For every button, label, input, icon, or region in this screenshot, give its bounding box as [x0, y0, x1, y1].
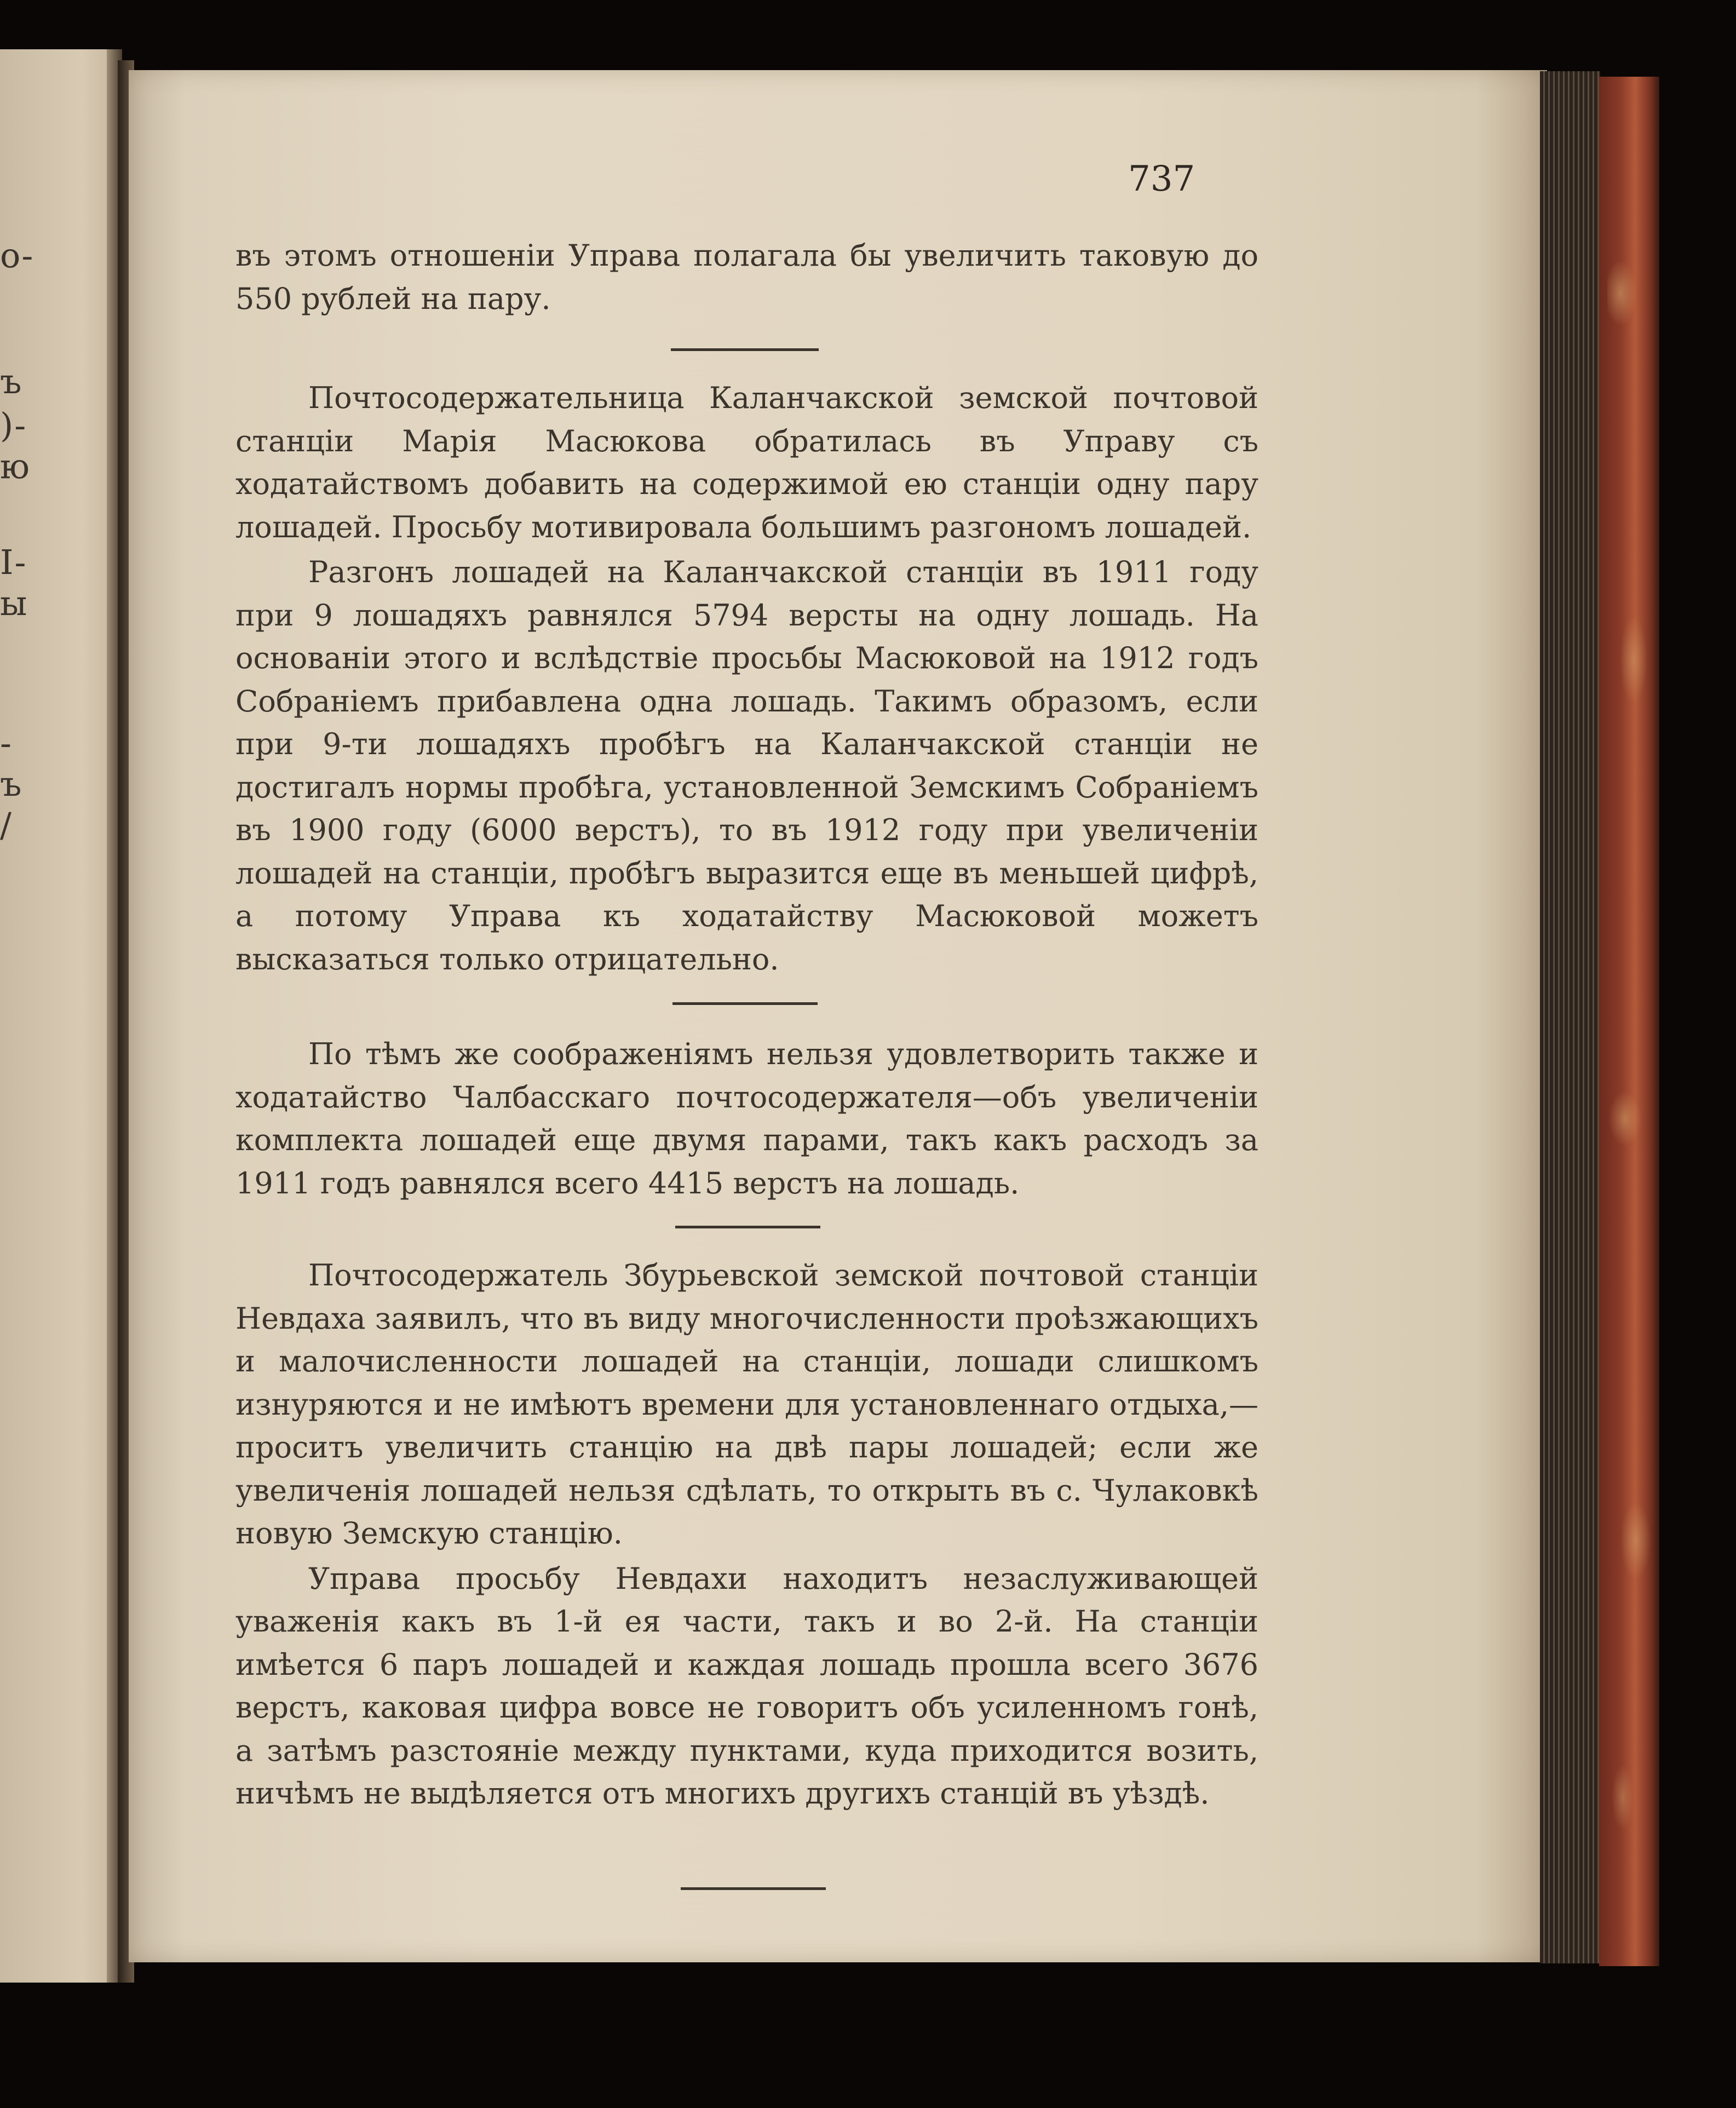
paragraph: Почтосодержатель Збурьевской земской почтовой станціи Невдаха заявилъ, что въ виду многочисленности проѣзжающихъ и малочисленности лошадей на станціи, лошади слишкомъ изнуряются и не имѣютъ времени для установленнаго отдыха,—проситъ увеличить станцію на двѣ пары лошадей; если же увеличенія лошадей нельзя сдѣлать, то открыть въ с. Чулаковкѣ новую Земскую станцію.	[235, 1258, 1258, 1550]
left-page-fragment: ю	[0, 446, 31, 486]
paragraph: въ этомъ отношеніи Управа полагала бы увеличить таковую до 550 рублей на пару.	[235, 238, 1258, 316]
section-divider	[675, 1226, 820, 1228]
page-stack-edge	[1540, 71, 1600, 1963]
paragraph: Управа просьбу Невдахи находитъ незаслуживающей уваженія какъ въ 1-й ея части, такъ и во 2-й. На станціи имѣется 6 паръ лошадей и каждая лошадь прошла всего 3676 верстъ, каковая цифра вовсе не говоритъ объ усиленномъ гонѣ, а затѣмъ разстояніе между пунктами, куда приходится возить, ничѣмъ не выдѣляется отъ многихъ другихъ станцій въ уѣздѣ.	[235, 1561, 1258, 1811]
left-page-fragment: -	[0, 723, 13, 763]
cover-marbling	[1607, 110, 1651, 1944]
left-page-fragment: I-	[0, 542, 27, 582]
section-divider	[672, 1002, 818, 1005]
left-page-fragment: /	[0, 805, 13, 845]
left-page	[0, 49, 118, 1983]
left-page-fragment: )-	[0, 405, 27, 445]
paragraph-block	[235, 1254, 1258, 1816]
paragraph-block	[235, 1033, 1258, 1205]
left-page-fragment: ъ	[0, 361, 23, 401]
section-divider	[681, 1887, 826, 1890]
paragraph-block	[235, 234, 1258, 320]
paragraph: По тѣмъ же соображеніямъ нельзя удовлетворить также и ходатайство Чалбасскаго почтосодержателя—объ увеличеніи комплекта лошадей еще двумя парами, такъ какъ расходъ за 1911 годъ равнялся всего 4415 верстъ на лошадь.	[235, 1037, 1258, 1201]
left-page-fragment: о-	[0, 236, 35, 275]
paragraph: Почтосодержательница Каланчакской земской почтовой станціи Марія Масюкова обратилась въ Управу съ ходатайствомъ добавить на содержимой ею станціи одну пару лошадей. Просьбу мотивировала большимъ разгономъ лошадей.	[235, 381, 1258, 544]
paragraph-block	[235, 377, 1258, 981]
page-number: 737	[1128, 159, 1195, 199]
left-page-fragment: ы	[0, 583, 28, 623]
paragraph: Разгонъ лошадей на Каланчакской станціи въ 1911 году при 9 лошадяхъ равнялся 5794 версты на одну лошадь. На основаніи этого и вслѣдствіе просьбы Масюковой на 1912 годъ Собраніемъ прибавлена одна лошадь. Такимъ образомъ, если при 9-ти лошадяхъ пробѣгъ на Каланчакской станціи не достигалъ нормы пробѣга, установленной Земскимъ Собраніемъ въ 1900 году (6000 верстъ), то въ 1912 году при увеличеніи лошадей на станціи, пробѣгъ выразится еще въ меньшей цифрѣ, а потому Управа къ ходатайству Масюковой можетъ высказаться только отрицательно.	[235, 555, 1258, 977]
section-divider	[671, 348, 819, 351]
left-page-fragment: ъ	[0, 764, 23, 804]
